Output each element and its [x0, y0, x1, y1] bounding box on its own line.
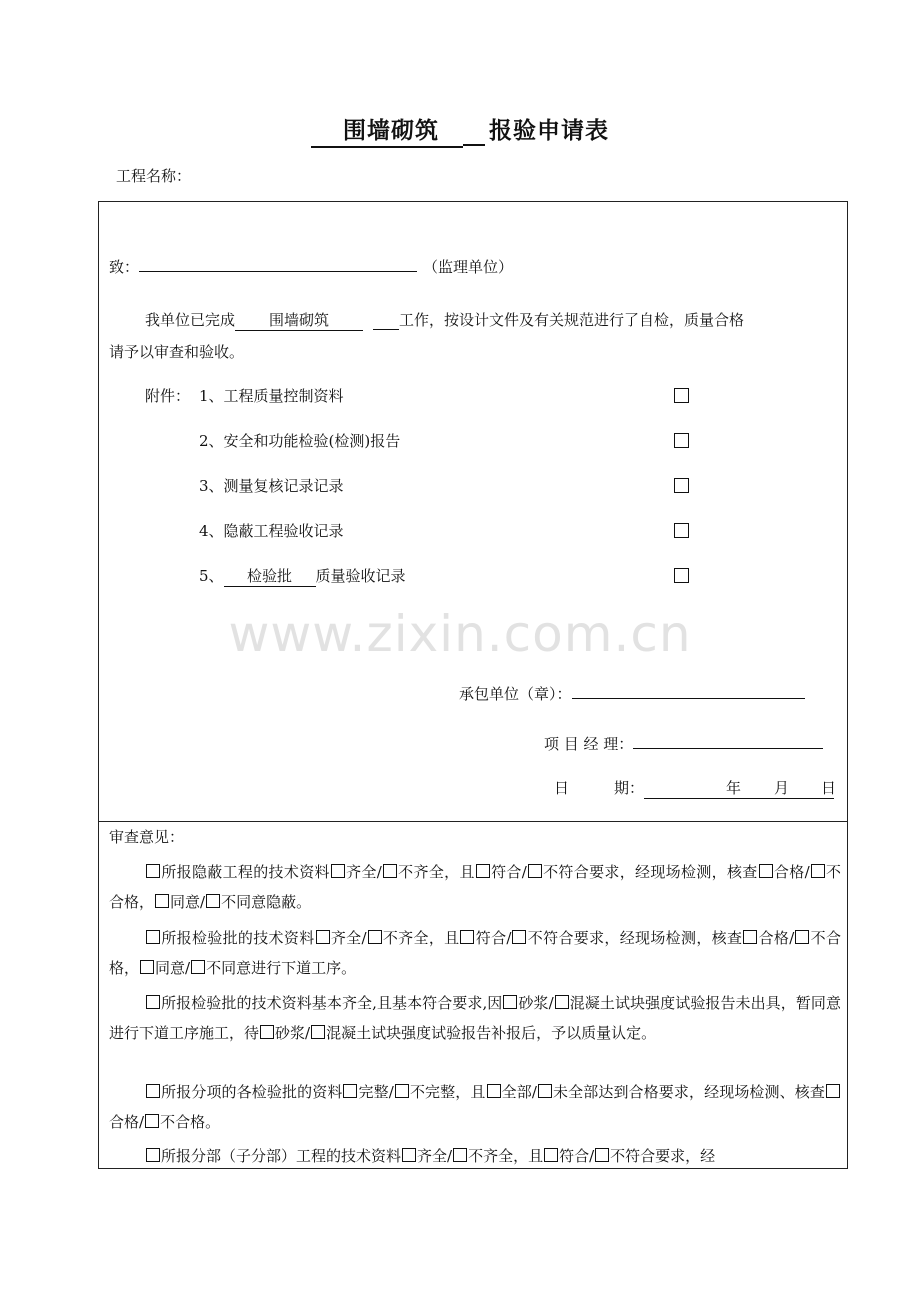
work-field-tail: [373, 311, 399, 330]
review-checkbox[interactable]: [145, 1114, 159, 1128]
manager-label: 项 目 经 理：: [544, 735, 634, 753]
supervisor-label: （监理单位）: [423, 258, 514, 276]
review-checkbox[interactable]: [476, 864, 490, 878]
review-checkbox[interactable]: [316, 930, 330, 944]
date-field[interactable]: [644, 777, 837, 799]
review-checkbox[interactable]: [503, 995, 517, 1009]
manager-row: [544, 730, 823, 754]
attachment-checkbox-4[interactable]: [674, 523, 689, 538]
review-checkbox[interactable]: [146, 930, 160, 944]
item5-field: 检验批: [224, 565, 316, 587]
date-year: 年: [726, 779, 742, 797]
statement-suffix: 工作，按设计文件及有关规范进行了自检，质量合格: [399, 311, 745, 329]
review-checkbox[interactable]: [555, 995, 569, 1009]
work-field: 围墙砌筑: [235, 309, 363, 331]
date-day: 日: [821, 779, 837, 797]
title-suffix: 报验申请表: [489, 117, 609, 144]
review-checkbox[interactable]: [743, 930, 757, 944]
review-checkbox[interactable]: [402, 1148, 416, 1162]
review-paragraph-5: 所报分部（子分部）工程的技术资料 齐全/ 不齐全，且 符合/ 不符合要求，经: [109, 1141, 841, 1171]
statement-line2: 请予以审查和验收。: [109, 343, 245, 361]
review-checkbox[interactable]: [155, 894, 169, 908]
review-checkbox[interactable]: [191, 960, 205, 974]
review-checkbox[interactable]: [453, 1148, 467, 1162]
attachment-item-5: [199, 565, 406, 587]
review-checkbox[interactable]: [140, 960, 154, 974]
review-paragraph-1: 所报隐蔽工程的技术资料 齐全/ 不齐全，且 符合/ 不符合要求，经现场检测，核查 合格/ 不合格， 同意/ 不同意隐蔽。: [109, 863, 841, 911]
review-paragraph-4: 所报分项的各检验批的资料 完整/ 不完整，且 全部/ 未全部达到合格要求，经现场检测、核查合格/ 不合格。: [109, 1077, 841, 1137]
review-checkbox[interactable]: [368, 930, 382, 944]
to-row: [109, 253, 513, 277]
date-row: [554, 777, 837, 799]
review-checkbox[interactable]: [595, 1148, 609, 1162]
manager-field[interactable]: [633, 730, 823, 749]
supervisor-field[interactable]: [139, 253, 417, 272]
attachment-checkbox-1[interactable]: [674, 388, 689, 403]
title-subject: 围墙砌筑: [311, 116, 463, 148]
attachment-checkbox-3[interactable]: [674, 478, 689, 493]
contractor-field[interactable]: [572, 680, 805, 699]
review-checkbox[interactable]: [146, 1148, 160, 1162]
review-paragraph-3: 所报检验批的技术资料基本齐全,且基本符合要求,因 砂浆/ 混凝土试块强度试验报告未出具，暂同意进行下道工序施工，待 砂浆/ 混凝土试块强度试验报告补报后，予以质量认定。: [109, 994, 841, 1042]
review-checkbox[interactable]: [206, 894, 220, 908]
attachment-item-1: 1、工程质量控制资料: [199, 387, 344, 405]
review-checkbox[interactable]: [146, 995, 160, 1009]
review-checkbox[interactable]: [395, 1084, 409, 1098]
review-checkbox[interactable]: [331, 864, 345, 878]
review-checkbox[interactable]: [260, 1025, 274, 1039]
review-checkbox[interactable]: [343, 1084, 357, 1098]
attachments-label: 附件：: [145, 387, 191, 405]
date-label: 日 期：: [554, 779, 645, 797]
attachment-item-2: 2、安全和功能检验(检测)报告: [199, 432, 401, 450]
review-paragraph-2: 所报检验批的技术资料 齐全/ 不齐全，且 符合/ 不符合要求，经现场检测，核查 合格/ 不合格， 同意/ 不同意进行下道工序。: [109, 929, 841, 977]
review-checkbox[interactable]: [544, 1148, 558, 1162]
contractor-row: [459, 680, 805, 704]
attachment-item-3: 3、测量复核记录记录: [199, 477, 344, 495]
item5-suffix: 质量验收记录: [315, 567, 406, 585]
attachment-checkbox-5[interactable]: [674, 568, 689, 583]
review-checkbox[interactable]: [795, 930, 809, 944]
review-checkbox[interactable]: [311, 1025, 325, 1039]
statement-row: [145, 309, 744, 331]
review-checkbox[interactable]: [826, 1084, 840, 1098]
to-label: 致：: [109, 258, 140, 276]
item5-prefix: 5、: [199, 567, 224, 585]
review-checkbox[interactable]: [146, 864, 160, 878]
watermark: www.zixin.com.cn: [228, 605, 692, 663]
review-checkbox[interactable]: [811, 864, 825, 878]
review-checkbox[interactable]: [528, 864, 542, 878]
review-checkbox[interactable]: [383, 864, 397, 878]
contractor-label: 承包单位（章）：: [459, 685, 572, 703]
review-checkbox[interactable]: [512, 930, 526, 944]
project-name-label: 工程名称：: [116, 167, 192, 185]
review-checkbox[interactable]: [487, 1084, 501, 1098]
review-checkbox[interactable]: [460, 930, 474, 944]
review-checkbox[interactable]: [538, 1084, 552, 1098]
title-underline: [463, 117, 485, 146]
date-month: 月: [774, 779, 790, 797]
review-label: 审查意见：: [109, 828, 185, 846]
section-divider: [98, 821, 848, 822]
form-title: [0, 112, 920, 148]
attachment-checkbox-2[interactable]: [674, 433, 689, 448]
statement-prefix: 我单位已完成: [145, 311, 236, 329]
attachment-item-4: 4、隐蔽工程验收记录: [199, 522, 344, 540]
review-checkbox[interactable]: [146, 1084, 160, 1098]
review-checkbox[interactable]: [759, 864, 773, 878]
